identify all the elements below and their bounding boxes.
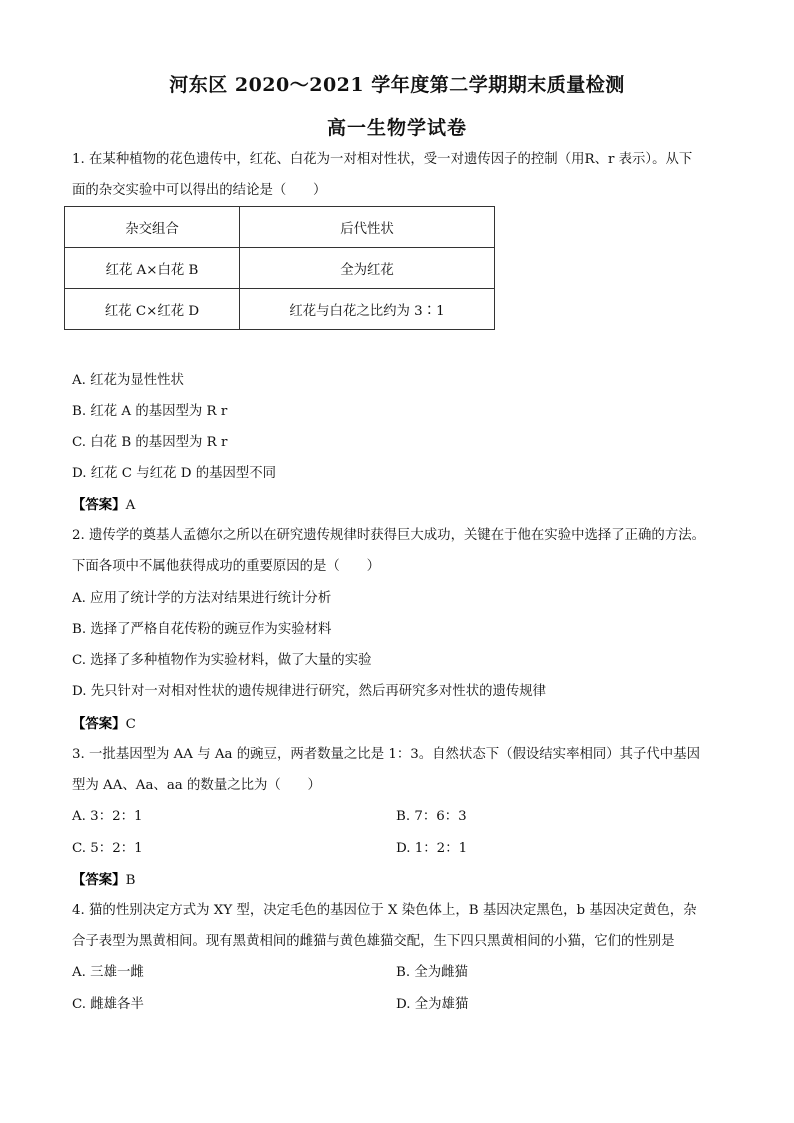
q1-option-c: C. 白花 B 的基因型为 R r [72, 435, 228, 450]
q3-option-b: B. 7：6：3 [396, 809, 467, 824]
table-row [65, 289, 495, 330]
table-header-row [65, 207, 495, 248]
answer-tag: 【答案】 [72, 497, 126, 513]
q1-answer [72, 495, 135, 516]
exam-title: 河东区 2020～2021 学年度第二学期期末质量检测 [169, 74, 625, 96]
q2-stem-line1: 2. 遗传学的奠基人孟德尔之所以在研究遗传规律时获得巨大成功，关键在于他在实验中选择了正确的方法。 [72, 528, 705, 543]
answer-tag: 【答案】 [72, 716, 126, 732]
q4-option-b: B. 全为雌猫 [396, 965, 468, 980]
answer-value: B [125, 873, 136, 888]
q2-option-b: B. 选择了严格自花传粉的豌豆作为实验材料 [72, 622, 332, 637]
q3-option-c: C. 5：2：1 [72, 841, 143, 856]
q3-stem-line1: 3. 一批基因型为 AA 与 Aa 的豌豆，两者数量之比是 1：3。自然状态下（假设结实率相同）其子代中基因 [72, 747, 700, 762]
q2-answer [72, 714, 136, 735]
answer-tag: 【答案】 [72, 872, 126, 888]
q1-stem-line2: 面的杂交实验中可以得出的结论是（ ） [72, 183, 327, 198]
table-cell: 红花 A×白花 B [65, 248, 240, 289]
q3-option-d: D. 1：2：1 [396, 841, 468, 856]
table-row [65, 248, 495, 289]
q1-option-a: A. 红花为显性性状 [72, 373, 184, 388]
q2-option-d: D. 先只针对一对相对性状的遗传规律进行研究，然后再研究多对性状的遗传规律 [72, 684, 547, 699]
answer-value: C [125, 717, 136, 732]
q4-option-c: C. 雌雄各半 [72, 997, 144, 1012]
q2-option-c: C. 选择了多种植物作为实验材料，做了大量的实验 [72, 653, 372, 668]
table-header-cell: 杂交组合 [65, 207, 240, 248]
q1-option-d: D. 红花 C 与红花 D 的基因型不同 [72, 466, 277, 481]
table-cell: 红花 C×红花 D [65, 289, 240, 330]
q2-stem-line2: 下面各项中不属他获得成功的重要原因的是（ ） [72, 559, 380, 574]
table-cell: 全为红花 [240, 248, 495, 289]
q1-option-b: B. 红花 A 的基因型为 R r [72, 404, 228, 419]
q4-stem-line2: 合子表型为黑黄相间。现有黑黄相间的雌猫与黄色雄猫交配，生下四只黑黄相间的小猫，它们的性别是 [72, 934, 675, 949]
answer-value: A [125, 498, 136, 513]
q3-answer [72, 870, 135, 891]
q1-stem-line1: 1. 在某种植物的花色遗传中，红花、白花为一对相对性状，受一对遗传因子的控制（用R、r 表示）。从下 [72, 152, 693, 167]
q2-option-a: A. 应用了统计学的方法对结果进行统计分析 [72, 591, 332, 606]
table-header-cell: 后代性状 [240, 207, 495, 248]
q3-stem-line2: 型为 AA、Aa、aa 的数量之比为（ ） [72, 778, 321, 793]
exam-subtitle: 高一生物学试卷 [326, 117, 467, 139]
q4-stem-line1: 4. 猫的性别决定方式为 XY 型，决定毛色的基因位于 X 染色体上，B 基因决定黑色，b 基因决定黄色，杂 [72, 903, 697, 918]
q3-option-a: A. 3：2：1 [72, 809, 143, 824]
q4-option-a: A. 三雄一雌 [72, 965, 144, 980]
table-cell: 红花与白花之比约为 3∶1 [240, 289, 495, 330]
q1-cross-table [64, 206, 495, 330]
q4-option-d: D. 全为雄猫 [396, 997, 469, 1012]
